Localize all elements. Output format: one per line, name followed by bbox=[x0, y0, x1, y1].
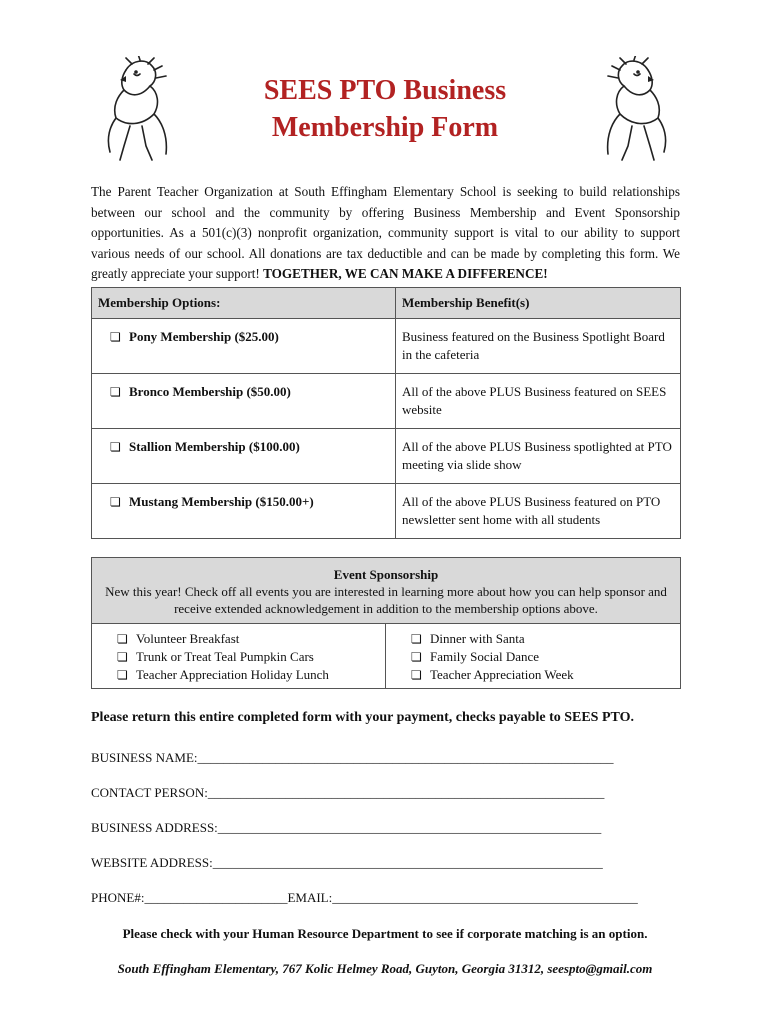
event-label: Teacher Appreciation Holiday Lunch bbox=[136, 667, 329, 682]
checkbox-icon[interactable]: ❏ bbox=[117, 668, 128, 682]
event-item bbox=[117, 630, 385, 648]
event-label: Trunk or Treat Teal Pumpkin Cars bbox=[136, 649, 314, 664]
membership-option-label: Mustang Membership ($150.00+) bbox=[129, 494, 314, 509]
event-sponsorship-description: New this year! Check off all events you are interested in learning more about how you can help sponsor and receive extended acknowledgement in addition to the membership options above. bbox=[105, 584, 667, 616]
membership-option-label: Stallion Membership ($100.00) bbox=[129, 439, 300, 454]
checkbox-icon[interactable]: ❏ bbox=[411, 668, 422, 682]
event-label: Volunteer Breakfast bbox=[136, 631, 240, 646]
event-item bbox=[411, 666, 680, 684]
membership-benefits-header: Membership Benefit(s) bbox=[396, 288, 681, 319]
event-label: Dinner with Santa bbox=[430, 631, 525, 646]
title-line-2: Membership Form bbox=[271, 112, 499, 143]
page-title bbox=[0, 72, 770, 146]
intro-emphasis: TOGETHER, WE CAN MAKE A DIFFERENCE! bbox=[263, 266, 548, 281]
checkbox-icon[interactable]: ❏ bbox=[411, 632, 422, 646]
intro-text: The Parent Teacher Organization at South Effingham Elementary School is seeking to build relationships between our school and the community by offering Business Membership and Event Sponsorship opportunities. As a 501(c)(3) nonprofit organization, community support is vital to our ability to support various needs of our school. All donations are tax deductible and can be made by completing this form. We greatly appreciate your support! bbox=[91, 184, 680, 281]
membership-benefit: All of the above PLUS Business featured on SEES website bbox=[396, 374, 681, 429]
event-item bbox=[117, 648, 385, 666]
checkbox-icon[interactable]: ❏ bbox=[110, 330, 121, 344]
event-sponsorship-table bbox=[91, 557, 681, 689]
membership-benefit: Business featured on the Business Spotlight Board in the cafeteria bbox=[396, 319, 681, 374]
business-address-field[interactable]: BUSINESS ADDRESS:___________________________________________________________ bbox=[91, 820, 602, 835]
membership-options-header: Membership Options: bbox=[92, 288, 396, 319]
phone-email-field[interactable]: PHONE#:______________________EMAIL:_______________________________________________ bbox=[91, 890, 638, 905]
checkbox-icon[interactable]: ❏ bbox=[110, 495, 121, 509]
event-sponsorship-header bbox=[92, 558, 681, 624]
website-address-field[interactable]: WEBSITE ADDRESS:____________________________________________________________ bbox=[91, 855, 603, 870]
event-label: Teacher Appreciation Week bbox=[430, 667, 574, 682]
membership-row-stallion bbox=[92, 429, 681, 484]
membership-benefit: All of the above PLUS Business spotlighted at PTO meeting via slide show bbox=[396, 429, 681, 484]
event-label: Family Social Dance bbox=[430, 649, 540, 664]
checkbox-icon[interactable]: ❏ bbox=[110, 385, 121, 399]
checkbox-icon[interactable]: ❏ bbox=[411, 650, 422, 664]
event-sponsorship-title: Event Sponsorship bbox=[333, 567, 439, 582]
membership-option-label: Pony Membership ($25.00) bbox=[129, 329, 279, 344]
event-item bbox=[411, 630, 680, 648]
return-instructions: Please return this entire completed form with your payment, checks payable to SEES PTO. bbox=[91, 710, 634, 725]
event-list-right bbox=[386, 624, 681, 689]
checkbox-icon[interactable]: ❏ bbox=[117, 632, 128, 646]
event-list-left bbox=[92, 624, 386, 689]
membership-benefit: All of the above PLUS Business featured on PTO newsletter sent home with all students bbox=[396, 484, 681, 539]
event-item bbox=[411, 648, 680, 666]
membership-row-mustang bbox=[92, 484, 681, 539]
event-item bbox=[117, 666, 385, 684]
membership-row-pony bbox=[92, 319, 681, 374]
title-line-1: SEES PTO Business bbox=[263, 75, 507, 106]
membership-table bbox=[91, 287, 681, 539]
intro-paragraph bbox=[91, 182, 680, 285]
membership-option-label: Bronco Membership ($50.00) bbox=[129, 384, 291, 399]
checkbox-icon[interactable]: ❏ bbox=[110, 440, 121, 454]
checkbox-icon[interactable]: ❏ bbox=[117, 650, 128, 664]
business-name-field[interactable]: BUSINESS NAME:________________________________________________________________ bbox=[91, 750, 614, 765]
membership-row-bronco bbox=[92, 374, 681, 429]
corporate-matching-note: Please check with your Human Resource Department to see if corporate matching is an option. bbox=[122, 926, 648, 941]
contact-person-field[interactable]: CONTACT PERSON:_____________________________________________________________ bbox=[91, 785, 605, 800]
school-address: South Effingham Elementary, 767 Kolic Helmey Road, Guyton, Georgia 31312, seespto@gmail.com bbox=[117, 961, 653, 976]
